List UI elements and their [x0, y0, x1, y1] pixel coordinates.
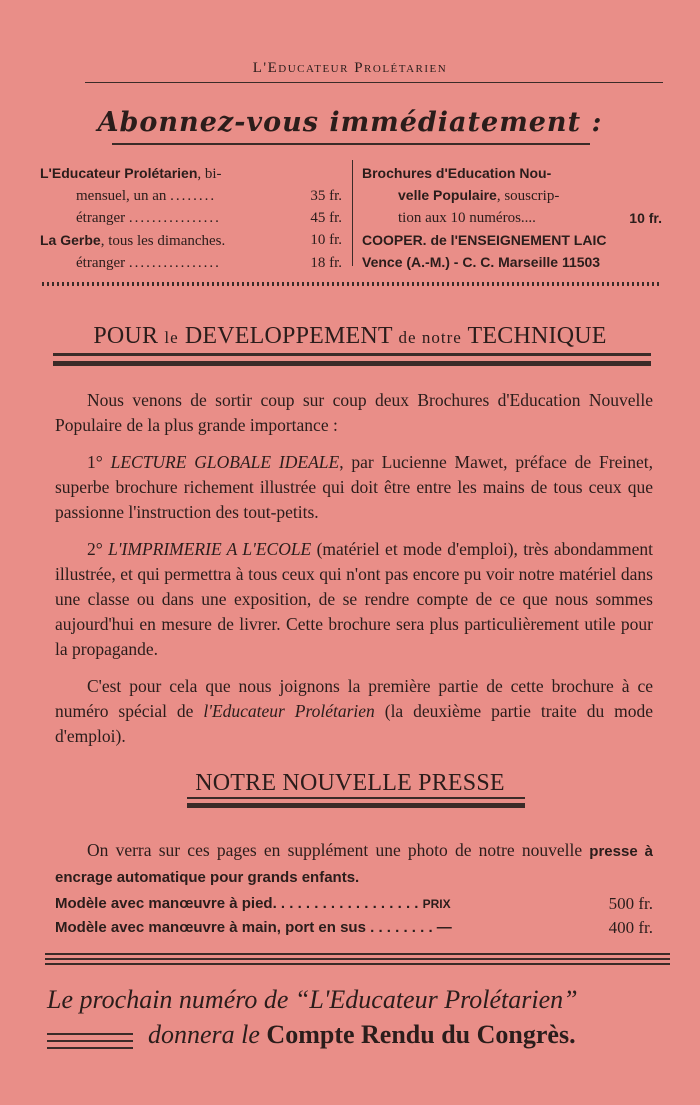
paragraph-text: C'est pour cela que nous joignons la première partie de cette brochure à ce numéro spécial de	[55, 676, 653, 721]
item-label: étranger	[76, 255, 126, 271]
price: 10 fr.	[310, 232, 342, 248]
price-tag: PRIX	[422, 897, 451, 911]
leader-dots: ................	[128, 210, 221, 226]
list-item	[362, 207, 662, 229]
price: 500 fr.	[608, 894, 653, 913]
brochure-title: LECTURE GLOBALE IDEALE	[110, 452, 340, 472]
price: 18 fr.	[310, 255, 342, 271]
section-heading-underline	[53, 353, 651, 356]
model-label: Modèle avec manœuvre à pied	[55, 895, 273, 912]
leader-dots: ................	[128, 255, 221, 271]
section-heading-underline	[187, 797, 525, 799]
list-item	[362, 162, 662, 184]
publication-title: l'Educateur Prolétarien	[203, 701, 375, 721]
publication-desc: , tous les dimanches.	[100, 233, 226, 249]
leader-dots: ........	[170, 188, 217, 204]
ditto-mark: —	[436, 919, 452, 936]
subscribe-title-underline	[112, 143, 590, 145]
section-heading-underline	[53, 361, 651, 366]
publication-name: Brochures d'Education Nou-	[362, 165, 552, 181]
list-item	[40, 229, 342, 252]
list-item	[362, 251, 662, 273]
paragraph-text: , par Lucienne Mawet, préface de Freinet, superbe brochure richement illustrée qui doit être entre les mains de tous ceux que passionne l'instruction des tout-petits.	[55, 452, 653, 522]
heading-part: le	[164, 328, 179, 347]
publication-desc: , bi-	[197, 166, 222, 182]
leader-dots: . . . . . . . .	[365, 919, 433, 936]
paragraph-text: (matériel et mode d'emploi), très abondamment illustrée, et qui permettra à tous ceux qui n'ont pas encore pu voir notre matériel dans une classe ou dans une exposition, de se rendre compte de ce que nous sommes aujourd'hui en mesure de livrer. Cette brochure sera plus particulièrement utile pour la propagande.	[55, 539, 653, 659]
item-label: étranger	[76, 210, 126, 226]
paragraph	[55, 838, 653, 890]
list-number: 2°	[87, 539, 109, 559]
list-number: 1°	[87, 452, 111, 472]
price: 400 fr.	[608, 918, 653, 937]
heading-part: TECHNIQUE	[461, 323, 607, 349]
publication-desc: , souscrip-	[496, 188, 560, 204]
price-row	[55, 892, 653, 916]
paragraph	[55, 674, 653, 749]
paragraph	[55, 450, 653, 525]
paragraph-text: (la deuxième partie traite du mode d'emploi).	[55, 701, 654, 746]
list-item	[40, 252, 342, 274]
section-heading	[0, 323, 700, 350]
price: 45 fr.	[310, 210, 342, 226]
list-item	[40, 162, 342, 185]
subscribe-title: Abonnez-vous immédiatement :	[97, 107, 603, 138]
closing-text: donnera le	[148, 1020, 267, 1049]
subscription-right-column	[362, 162, 662, 273]
closing-rule	[45, 963, 670, 965]
closing-emphasis: Compte Rendu du Congrès.	[266, 1020, 576, 1049]
running-header: L'Educateur Prolétarien	[252, 60, 448, 76]
price-row	[55, 916, 653, 940]
price: 10 fr.	[629, 210, 662, 226]
item-label: tion aux 10 numéros....	[398, 210, 536, 226]
header-rule	[85, 82, 663, 83]
section-heading: NOTRE NOUVELLE PRESSE	[195, 770, 505, 796]
paragraph: Nous venons de sortir coup sur coup deux Brochures d'Education Nouvelle Populaire de la plus grande importance :	[55, 390, 653, 435]
publisher-name: COOPER. de l'ENSEIGNEMENT LAIC	[362, 232, 607, 248]
column-divider	[352, 160, 353, 266]
section2-body	[55, 838, 653, 940]
price: 35 fr.	[310, 188, 342, 204]
list-item	[362, 184, 662, 207]
brochure-title: L'IMPRIMERIE A L'ECOLE	[108, 539, 312, 559]
item-label: mensuel, un an	[76, 188, 167, 204]
paragraph	[55, 537, 653, 662]
closing-rule	[45, 953, 670, 955]
heading-part: DEVELOPPEMENT	[178, 323, 399, 349]
publication-name: La Gerbe	[40, 232, 101, 248]
decorative-rule	[47, 1040, 133, 1042]
publisher-address: Vence (A.-M.) - C. C. Marseille 11503	[362, 254, 601, 270]
closing-rule	[45, 958, 670, 960]
paragraph-text: On verra sur ces pages en supplément une photo de notre nouvelle	[87, 840, 590, 860]
publication-name: L'Educateur Prolétarien	[40, 165, 198, 181]
list-item	[40, 185, 342, 207]
closing-line-2	[148, 1020, 576, 1050]
subscription-left-column	[40, 162, 342, 274]
model-label: Modèle avec manœuvre à main, port en sus	[55, 919, 366, 936]
product-name: presse à encrage automatique pour grands enfants.	[55, 843, 653, 886]
leader-dots: . . . . . . . . . . . . . . . . . .	[272, 895, 419, 912]
heading-part: de notre	[398, 328, 462, 347]
list-item	[362, 229, 662, 251]
section-heading-underline	[187, 803, 525, 808]
list-item	[40, 207, 342, 229]
section1-body	[55, 388, 653, 761]
publication-name: velle Populaire	[398, 187, 497, 203]
dotted-divider	[42, 282, 662, 286]
heading-part: POUR	[93, 323, 165, 349]
closing-line-1: Le prochain numéro de “L'Educateur Prolétarien”	[47, 985, 578, 1014]
decorative-rule	[47, 1047, 133, 1049]
decorative-rule	[47, 1033, 133, 1035]
